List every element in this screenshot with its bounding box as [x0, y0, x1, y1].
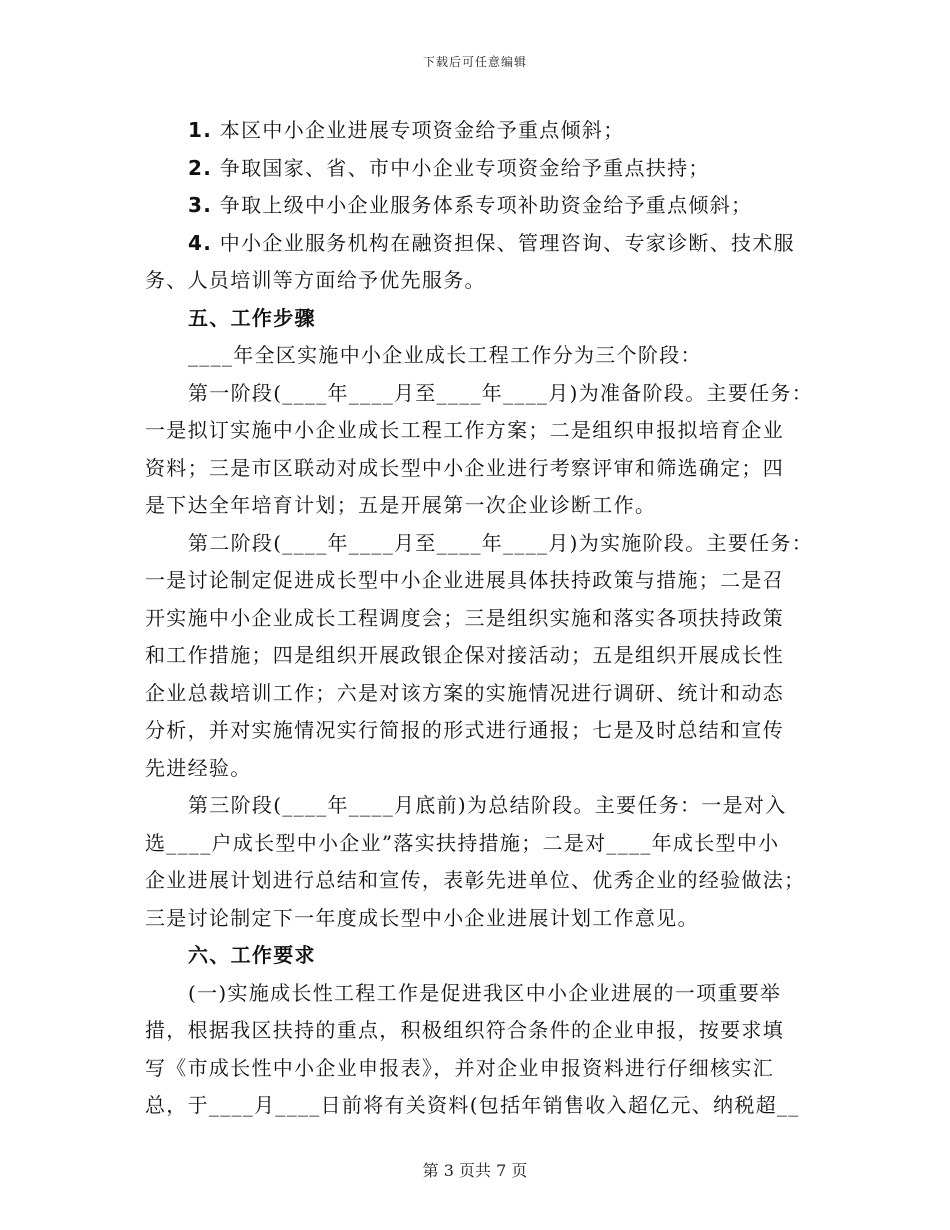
list-item-number: 4. — [188, 230, 213, 255]
paragraph-line: 三是讨论制定下一年度成长型中小企业进展计划工作意见。 — [145, 905, 699, 930]
paragraph-line: 企业总裁培训工作；六是对该方案的实施情况进行调研、统计和动态 — [145, 680, 784, 705]
paragraph-line: 一是拟订实施中小企业成长工程工作方案；二是组织申报拟培育企业 — [145, 418, 784, 442]
list-item-number: 3. — [188, 193, 213, 217]
paragraph-line: 资料；三是市区联动对成长型中小企业进行考察评审和筛选确定；四 — [145, 455, 784, 480]
paragraph-line: 分析，并对实施情况实行简报的形式进行通报；七是及时总结和宣传 — [145, 718, 784, 742]
paragraph-line: 写《市成长性中小企业申报表》，并对企业申报资料进行仔细核实汇 — [145, 1055, 774, 1080]
paragraph-line: (一)实施成长性工程工作是促进我区中小企业进展的一项重要举 — [188, 980, 782, 1005]
paragraph-line: 措，根据我区扶持的重点，积极组织符合条件的企业申报，按要求填 — [145, 1018, 784, 1042]
paragraph-line: 务、人员培训等方面给予优先服务。 — [145, 268, 486, 292]
paragraph-line: ____年全区实施中小企业成长工程工作分为三个阶段： — [188, 343, 702, 367]
list-item-text: 本区中小企业进展专项资金给予重点倾斜； — [219, 118, 625, 142]
paragraph-line: 总，于____月____日前将有关资料(包括年销售收入超亿元、纳税超__ — [145, 1093, 800, 1117]
paragraph-line: 是下达全年培育计划；五是开展第一次企业诊断工作。 — [145, 493, 657, 517]
paragraph-line: 企业进展计划进行总结和宣传，表彰先进单位、优秀企业的经验做法； — [145, 868, 806, 892]
list-item-number: 1. — [188, 118, 213, 142]
list-item — [145, 225, 805, 263]
page-number: 第 3 页共 7 页 — [422, 1161, 528, 1180]
list-item-text: 中小企业服务机构在融资担保、管理咨询、专家诊断、技术服 — [219, 230, 795, 255]
list-item-number: 2. — [188, 155, 213, 180]
paragraph-line: 先进经验。 — [145, 755, 252, 780]
list-item-text: 争取上级中小企业服务体系专项补助资金给予重点倾斜； — [219, 193, 753, 217]
paragraph-line: 一是讨论制定促进成长型中小企业进展具体扶持政策与措施；二是召 — [145, 568, 784, 592]
paragraph-line: 和工作措施；四是组织开展政银企保对接活动；五是组织开展成长性 — [145, 643, 784, 667]
paragraph-line: 开实施中小企业成长工程调度会；三是组织实施和落实各项扶持政策 — [145, 605, 784, 630]
document-body — [145, 112, 814, 1125]
paragraph-line: 第二阶段(____年____月至____年____月)为实施阶段。主要任务： — [188, 530, 814, 555]
section-heading: 五、工作步骤 — [188, 305, 316, 330]
page-header: 下载后可任意编辑 — [422, 55, 527, 69]
paragraph-line: 第一阶段(____年____月至____年____月)为准备阶段。主要任务： — [188, 380, 814, 405]
paragraph-line: 第三阶段(____年____月底前)为总结阶段。主要任务：一是对入 — [188, 793, 787, 817]
section-heading: 六、工作要求 — [188, 943, 316, 967]
paragraph-line: 选____户成长型中小企业”落实扶持措施；二是对____年成长型中小 — [145, 830, 780, 855]
list-item — [145, 112, 805, 150]
list-item — [145, 187, 805, 225]
list-item — [145, 150, 805, 188]
list-item-text: 争取国家、省、市中小企业专项资金给予重点扶持； — [219, 155, 710, 180]
